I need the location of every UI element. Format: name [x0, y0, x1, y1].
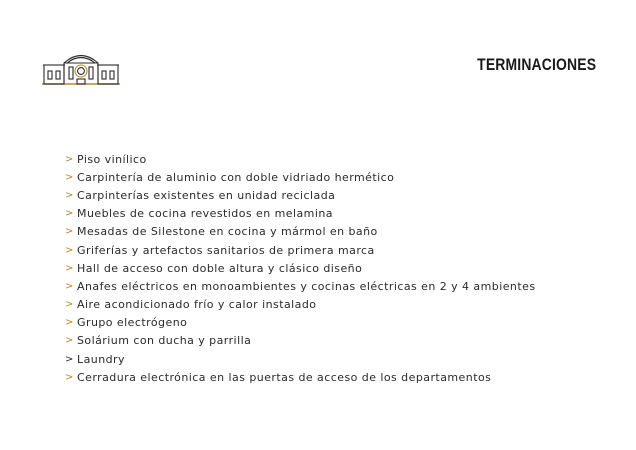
bullet-marker: >	[65, 226, 74, 238]
list-item-text: Carpintería de aluminio con doble vidriado hermético	[77, 170, 395, 184]
bullet-marker: >	[65, 171, 74, 183]
list-item-text: Muebles de cocina revestidos en melamina	[77, 207, 333, 221]
bullet-marker: >	[65, 262, 74, 274]
list-item	[65, 350, 536, 368]
list-item-text: Carpinterías existentes en unidad reciclada	[77, 188, 336, 202]
list-item	[65, 368, 536, 386]
list-item	[65, 259, 536, 277]
bullet-marker: >	[65, 208, 74, 220]
page-title: TERMINACIONES	[476, 55, 596, 74]
list-item-text: Griferías y artefactos sanitarios de primera marca	[77, 243, 375, 257]
list-item-text: Mesadas de Silestone en cocina y mármol en baño	[77, 225, 378, 239]
list-item-text: Hall de acceso con doble altura y clásico diseño	[77, 261, 363, 275]
list-item	[65, 296, 536, 314]
bullet-marker: >	[65, 189, 74, 201]
list-item	[65, 205, 536, 223]
list-item-text: Aire acondicionado frío y calor instalado	[77, 298, 317, 312]
bullet-marker: >	[65, 299, 74, 311]
list-item	[65, 241, 536, 259]
list-item	[65, 223, 536, 241]
list-item-text: Anafes eléctricos en monoambientes y cocinas eléctricas en 2 y 4 ambientes	[77, 279, 536, 293]
bullet-marker: >	[65, 244, 74, 256]
bullet-marker: >	[65, 371, 74, 383]
list-item-text: Solárium con ducha y parrilla	[77, 334, 252, 348]
list-item-text: Cerradura electrónica en las puertas de acceso de los departamentos	[77, 370, 492, 384]
list-item	[65, 277, 536, 295]
bullet-marker: >	[65, 353, 74, 365]
list-item	[65, 332, 536, 350]
building-facade-logo	[42, 51, 120, 87]
finishes-list	[65, 150, 536, 386]
bullet-marker: >	[65, 280, 74, 292]
bullet-marker: >	[65, 335, 74, 347]
building-facade-icon	[42, 51, 120, 87]
bullet-marker: >	[65, 317, 74, 329]
list-item-text: Grupo electrógeno	[77, 316, 188, 330]
bullet-marker: >	[65, 153, 74, 165]
list-item-text: Piso vinílico	[77, 152, 147, 166]
list-item	[65, 186, 536, 204]
list-item	[65, 150, 536, 168]
list-item	[65, 168, 536, 186]
list-item-text: Laundry	[77, 352, 125, 366]
list-item	[65, 314, 536, 332]
